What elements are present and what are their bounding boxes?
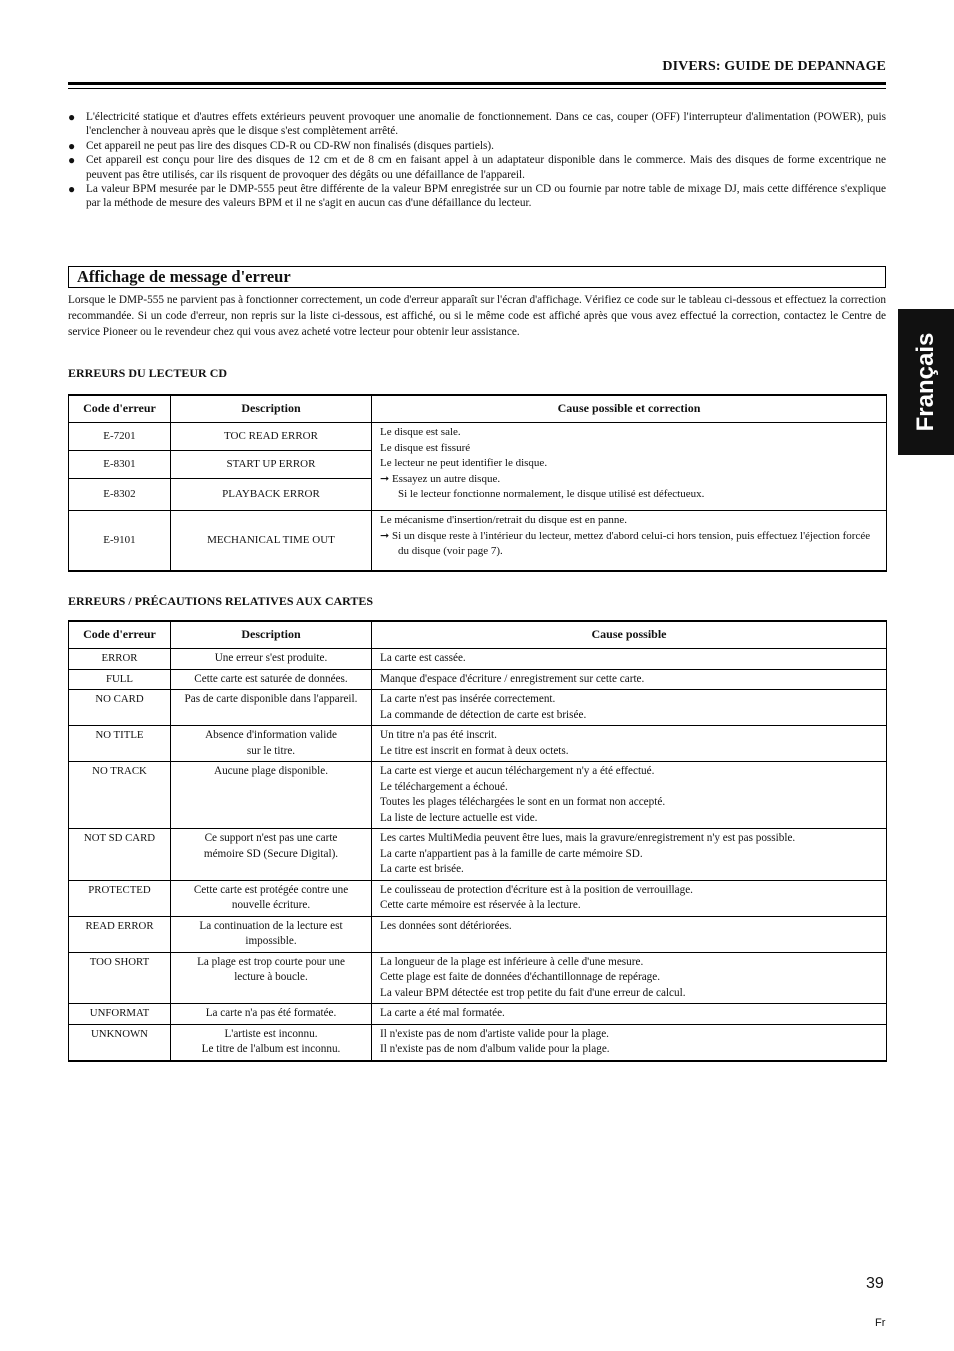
error-code: UNFORMAT xyxy=(69,1004,171,1025)
error-cause xyxy=(372,880,887,916)
cause-line: Il n'existe pas de nom d'artiste valide pour la plage. xyxy=(380,1027,609,1040)
card-errors-title: ERREURS / PRÉCAUTIONS RELATIVES AUX CARTES xyxy=(68,594,374,608)
cause-line: Il n'existe pas de nom d'album valide pour la plage. xyxy=(380,1043,610,1055)
column-header: Description xyxy=(171,395,372,423)
error-cause xyxy=(372,511,887,572)
error-cause xyxy=(372,762,887,829)
list-item: ● Cet appareil ne peut pas lire des disques CD-R ou CD-RW non finalisés (disques partiels). xyxy=(68,139,886,153)
table-row xyxy=(69,423,887,451)
description-line: La plage est trop courte pour une xyxy=(197,955,345,968)
cd-errors-table xyxy=(68,394,887,572)
error-code: UNKNOWN xyxy=(69,1024,171,1061)
error-description xyxy=(171,726,372,762)
cause-line: Toutes les plages téléchargées le sont en un format non accepté. xyxy=(380,796,666,808)
error-cause xyxy=(372,952,887,1004)
error-cause xyxy=(372,1024,887,1061)
table-row xyxy=(69,669,887,690)
cause-line: Le coulisseau de protection d'écriture est à la position de verrouillage. xyxy=(380,883,693,896)
description-line: Le titre de l'album est inconnu. xyxy=(201,1043,341,1055)
cause-line: Le téléchargement a échoué. xyxy=(380,780,508,793)
cause-line: La carte n'est pas insérée correctement. xyxy=(380,693,556,705)
cause-line: La longueur de la plage est inférieure à celle d'une mesure. xyxy=(380,955,644,968)
error-cause xyxy=(372,829,887,881)
error-description: START UP ERROR xyxy=(171,451,372,479)
description-line: Pas de carte disponible dans l'appareil. xyxy=(184,693,358,705)
error-code: NOT SD CARD xyxy=(69,829,171,881)
table-row xyxy=(69,1004,887,1025)
description-line: Cette carte est protégée contre une xyxy=(193,883,349,896)
error-description: MECHANICAL TIME OUT xyxy=(171,511,372,572)
column-header: Description xyxy=(171,621,372,649)
cause-line: La carte n'appartient pas à la famille de carte mémoire SD. xyxy=(380,847,643,860)
error-code: E-8301 xyxy=(69,451,171,479)
cd-errors-title: ERREURS DU LECTEUR CD xyxy=(68,366,228,380)
cause-line: Manque d'espace d'écriture / enregistrement sur cette carte. xyxy=(380,672,645,685)
error-description xyxy=(171,952,372,1004)
column-header: Code d'erreur xyxy=(69,395,171,423)
page-language: Fr xyxy=(875,1317,886,1329)
error-code: ERROR xyxy=(69,649,171,670)
error-description xyxy=(171,1004,372,1025)
error-description xyxy=(171,1024,372,1061)
error-cause xyxy=(372,726,887,762)
description-line: Ce support n'est pas une carte xyxy=(204,832,338,844)
error-description xyxy=(171,829,372,881)
page-number: 39 xyxy=(866,1275,884,1292)
error-code: E-7201 xyxy=(69,423,171,451)
column-header: Cause possible et correction xyxy=(372,395,887,423)
cause-line: Le disque est fissuré xyxy=(380,441,471,454)
error-code: READ ERROR xyxy=(69,916,171,952)
table-row xyxy=(69,1024,887,1061)
description-line: nouvelle écriture. xyxy=(231,899,311,911)
header-rule-thin xyxy=(68,88,886,89)
description-line: Absence d'information valide xyxy=(205,729,337,741)
table-row xyxy=(69,762,887,829)
cause-line: Si le lecteur fonctionne normalement, le disque utilisé est défectueux. xyxy=(398,488,705,500)
error-cause xyxy=(372,669,887,690)
cause-line: ➞ Essayez un autre disque. xyxy=(380,472,501,485)
description-line: La carte n'a pas été formatée. xyxy=(205,1007,337,1019)
error-code: FULL xyxy=(69,669,171,690)
description-line: impossible. xyxy=(245,935,297,947)
cause-line: Un titre n'a pas été inscrit. xyxy=(380,729,497,741)
error-cause xyxy=(372,1004,887,1025)
cause-line: La commande de détection de carte est brisée. xyxy=(380,708,587,721)
description-line: lecture à boucle. xyxy=(234,971,308,983)
error-cause xyxy=(372,690,887,726)
table-row xyxy=(69,511,887,572)
error-description xyxy=(171,649,372,670)
cause-line: Le mécanisme d'insertion/retrait du disque est en panne. xyxy=(380,514,627,526)
table-header-row xyxy=(69,621,887,649)
header-rule-thick xyxy=(68,82,886,85)
page-header-title: DIVERS: GUIDE DE DEPANNAGE xyxy=(662,59,886,74)
description-line: Une erreur s'est produite. xyxy=(214,652,328,664)
cause-line: Les cartes MultiMedia peuvent être lues, mais la gravure/enregistrement n'y est pas possible. xyxy=(380,832,796,844)
description-line: L'artiste est inconnu. xyxy=(224,1027,318,1040)
cause-line: La valeur BPM détectée est trop petite du fait d'une erreur de calcul. xyxy=(380,986,686,999)
error-code: PROTECTED xyxy=(69,880,171,916)
error-code: E-8302 xyxy=(69,479,171,511)
table-row xyxy=(69,952,887,1004)
table-row xyxy=(69,880,887,916)
description-line: mémoire SD (Secure Digital). xyxy=(203,847,339,860)
error-description xyxy=(171,690,372,726)
error-description: TOC READ ERROR xyxy=(171,423,372,451)
description-line: La continuation de la lecture est xyxy=(199,919,343,932)
cause-line: Cette carte mémoire est réservée à la lecture. xyxy=(380,899,581,911)
description-line: Aucune plage disponible. xyxy=(213,765,329,777)
precautions-list xyxy=(68,110,886,211)
column-header: Code d'erreur xyxy=(69,621,171,649)
card-table-body xyxy=(69,649,887,1061)
language-tab-label: Français xyxy=(912,332,939,432)
error-code: E-9101 xyxy=(69,511,171,572)
error-cause xyxy=(372,916,887,952)
cause-line: La carte est vierge et aucun téléchargement n'y a été effectué. xyxy=(380,765,655,777)
cause-line: Le lecteur ne peut identifier le disque. xyxy=(380,457,548,469)
error-description xyxy=(171,916,372,952)
description-line: Cette carte est saturée de données. xyxy=(194,672,348,685)
column-header: Cause possible xyxy=(372,621,887,649)
table-row xyxy=(69,690,887,726)
cause-line: ➞ Si un disque reste à l'intérieur du lecteur, mettez d'abord celui-ci hors tension, puis effectuez l'éjection forcée du disque (voir page 7). xyxy=(380,529,871,557)
cause-line: La liste de lecture actuelle est vide. xyxy=(380,811,538,824)
error-code: NO CARD xyxy=(69,690,171,726)
error-cause xyxy=(372,423,887,511)
error-code: TOO SHORT xyxy=(69,952,171,1004)
error-code: NO TITLE xyxy=(69,726,171,762)
list-item: ● L'électricité statique et d'autres effets extérieurs peuvent provoquer une anomalie de fonctionnement. Dans ce cas, couper (OFF) l'interrupteur d'alimentation (POWER), puis l'enclencher à nouveau après que le disque s'est complètement arrêté. xyxy=(68,110,886,139)
cause-line: La carte est brisée. xyxy=(380,863,464,875)
error-description xyxy=(171,762,372,829)
table-row xyxy=(69,916,887,952)
section-title: Affichage de message d'erreur xyxy=(77,267,291,286)
list-item: ● La valeur BPM mesurée par le DMP-555 peut être différente de la valeur BPM enregistrée sur un CD ou fournie par notre table de mixage DJ, mais cette différence s'explique par la méthode de mesure des valeurs BPM et il ne s'agit en aucun cas d'une défaillance du lecteur. xyxy=(68,182,886,211)
cause-line: Cette plage est faite de données d'échantillonnage de repérage. xyxy=(380,971,661,983)
table-header-row xyxy=(69,395,887,423)
section-heading-box xyxy=(68,266,886,288)
cause-line: La carte est cassée. xyxy=(380,652,466,664)
language-tab xyxy=(898,309,954,455)
cause-line: Les données sont détériorées. xyxy=(380,919,512,932)
error-description xyxy=(171,880,372,916)
list-item: ● Cet appareil est conçu pour lire des disques de 12 cm et de 8 cm en faisant appel à un adaptateur disponible dans le commerce. Mais des disques de forme excentrique ne peuvent pas être utilisés, car ils risquent de provoquer des dégâts ou une défaillance de l'appareil. xyxy=(68,153,886,182)
table-row xyxy=(69,726,887,762)
card-errors-table xyxy=(68,620,887,1062)
cause-line: Le disque est sale. xyxy=(380,426,461,438)
error-cause xyxy=(372,649,887,670)
cause-line: La carte a été mal formatée. xyxy=(380,1007,505,1019)
error-description xyxy=(171,669,372,690)
table-row xyxy=(69,829,887,881)
error-description: PLAYBACK ERROR xyxy=(171,479,372,511)
table-row xyxy=(69,649,887,670)
description-line: sur le titre. xyxy=(246,744,296,757)
error-code: NO TRACK xyxy=(69,762,171,829)
cause-line: Le titre est inscrit en format à deux octets. xyxy=(380,744,569,757)
section-intro: Lorsque le DMP-555 ne parvient pas à fonctionner correctement, un code d'erreur apparaît sur l'écran d'affichage. Vérifiez ce code sur le tableau ci-dessous et effectuez la correction recommandée. Si un code d'erreur, non repris sur la liste ci-dessous, est affiché, ou si le même code est affiché après que vous avez effectué la correction, contactez le Centre de service Pioneer ou le revendeur chez qui vous avez acheté votre lecteur pour obtenir leur assistance. xyxy=(68,294,886,338)
